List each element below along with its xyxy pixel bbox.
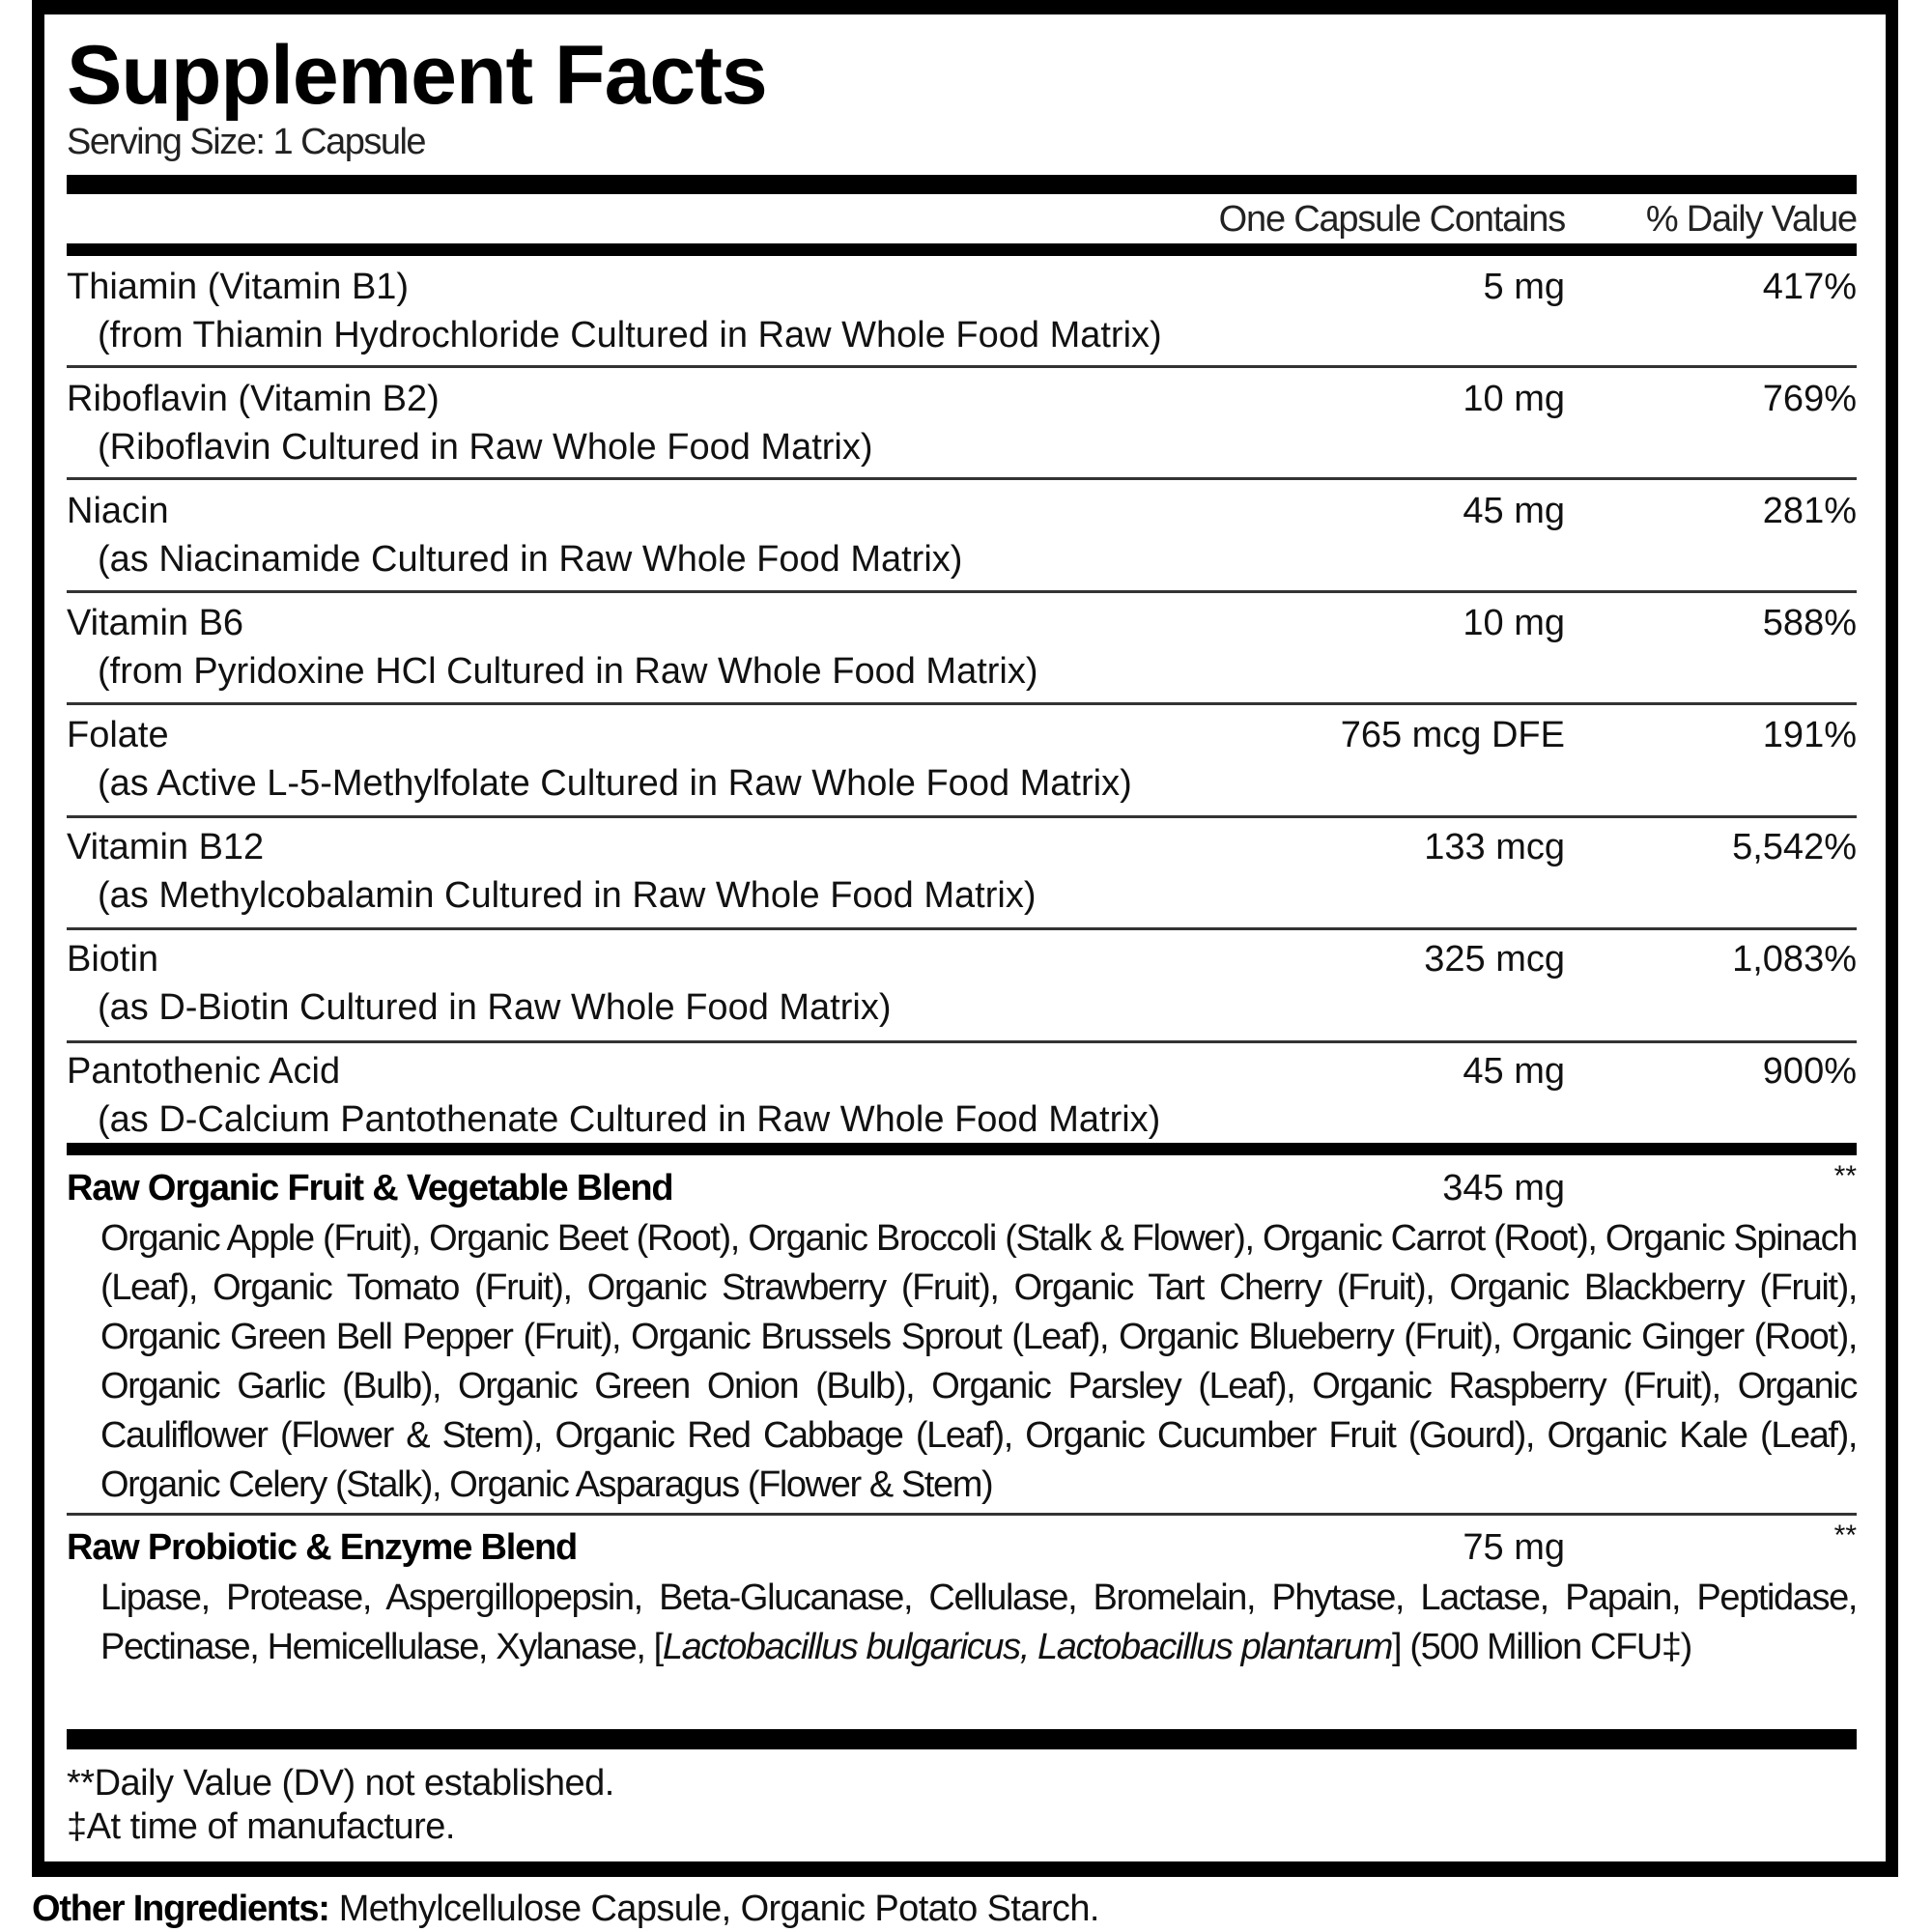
row-divider xyxy=(67,365,1857,368)
blend-amount: 345 mg xyxy=(1442,1168,1565,1208)
serving-size: Serving Size: 1 Capsule xyxy=(67,122,426,162)
nutrient-daily-value: 1,083% xyxy=(1732,939,1857,980)
other-ingredients-label: Other Ingredients: xyxy=(32,1889,329,1929)
nutrient-amount: 10 mg xyxy=(1463,379,1565,419)
nutrient-source: (as Active L-5-Methylfolate Cultured in Raw Whole Food Matrix) xyxy=(98,763,1132,804)
nutrient-daily-value: 5,542% xyxy=(1732,827,1857,867)
blend-probiotic-enzyme xyxy=(67,1520,1857,1722)
nutrient-name: Vitamin B6 xyxy=(67,603,244,643)
blend-ingredients xyxy=(100,1574,1857,1672)
nutrient-daily-value: 588% xyxy=(1762,603,1857,643)
nutrient-daily-value: 900% xyxy=(1762,1051,1857,1092)
nutrient-daily-value: 417% xyxy=(1762,267,1857,307)
row-divider xyxy=(67,590,1857,593)
blend-daily-value: ** xyxy=(1833,1160,1857,1192)
column-header-amount: One Capsule Contains xyxy=(1218,199,1565,240)
nutrient-name: Biotin xyxy=(67,939,159,980)
blend-fruit-vegetable xyxy=(67,1160,1857,1508)
nutrient-name: Folate xyxy=(67,715,169,755)
nutrient-source: (Riboflavin Cultured in Raw Whole Food Matrix) xyxy=(98,427,873,468)
nutrient-row-thiamin xyxy=(67,264,1857,360)
nutrient-amount: 5 mg xyxy=(1483,267,1565,307)
blend-name: Raw Organic Fruit & Vegetable Blend xyxy=(67,1168,673,1208)
nutrient-name: Riboflavin (Vitamin B2) xyxy=(67,379,440,419)
nutrient-name: Vitamin B12 xyxy=(67,827,265,867)
nutrient-amount: 133 mcg xyxy=(1424,827,1565,867)
panel-title: Supplement Facts xyxy=(67,29,767,122)
nutrient-amount: 325 mcg xyxy=(1424,939,1565,980)
thick-rule-blends xyxy=(67,1143,1857,1155)
nutrient-row-riboflavin xyxy=(67,376,1857,472)
thick-rule-header xyxy=(67,243,1857,256)
nutrient-source: (as D-Biotin Cultured in Raw Whole Food Matrix) xyxy=(98,987,892,1028)
nutrient-name: Thiamin (Vitamin B1) xyxy=(67,267,410,307)
enzyme-list: Lipase, Protease, Aspergillopepsin, Beta-Glucanase, Cellulase, Bromelain, Phytase, Lactase, Papain, Peptidase, Pectinase, Hemicellulase, Xylanase, [ xyxy=(100,1577,1857,1667)
thick-rule-top xyxy=(67,175,1857,194)
nutrient-name: Niacin xyxy=(67,491,169,531)
nutrient-daily-value: 191% xyxy=(1762,715,1857,755)
other-ingredients xyxy=(32,1886,1099,1932)
row-divider xyxy=(67,1513,1857,1516)
nutrient-amount: 765 mcg DFE xyxy=(1340,715,1565,755)
nutrient-row-vitamin-b6 xyxy=(67,600,1857,696)
footnote-time-of-manufacture: ‡At time of manufacture. xyxy=(67,1806,455,1847)
nutrient-amount: 45 mg xyxy=(1463,1051,1565,1092)
nutrient-source: (from Pyridoxine HCl Cultured in Raw Whole Food Matrix) xyxy=(98,651,1038,692)
nutrient-source: (as Methylcobalamin Cultured in Raw Whole Food Matrix) xyxy=(98,875,1037,916)
nutrient-name: Pantothenic Acid xyxy=(67,1051,341,1092)
blend-daily-value: ** xyxy=(1833,1520,1857,1551)
nutrient-row-vitamin-b12 xyxy=(67,824,1857,921)
nutrient-row-pantothenic-acid xyxy=(67,1048,1857,1145)
cfu-count: ] (500 Million CFU‡) xyxy=(1392,1627,1691,1667)
probiotic-strains: Lactobacillus bulgaricus, Lactobacillus plantarum xyxy=(662,1627,1393,1667)
nutrient-source: (as Niacinamide Cultured in Raw Whole Food Matrix) xyxy=(98,539,963,580)
row-divider xyxy=(67,1040,1857,1043)
row-divider xyxy=(67,815,1857,818)
nutrient-row-folate xyxy=(67,712,1857,809)
row-divider xyxy=(67,927,1857,930)
blend-name: Raw Probiotic & Enzyme Blend xyxy=(67,1527,578,1568)
nutrient-amount: 45 mg xyxy=(1463,491,1565,531)
blend-amount: 75 mg xyxy=(1463,1527,1565,1568)
blend-ingredients: Organic Apple (Fruit), Organic Beet (Root), Organic Broccoli (Stalk & Flower), Organic Carrot (Root), Organic Spinach (Leaf), Organic Tomato (Fruit), Organic Strawberry (Fruit), Organic Tart Cherry (Fruit), Organic Blackberry (Fruit), Organic Green Bell Pepper (Fruit), Organic Brussels Sprout (Leaf), Organic Blueberry (Fruit), Organic Ginger (Root), Organic Garlic (Bulb), Organic Green Onion (Bulb), Organic Parsley (Leaf), Organic Raspberry (Fruit), Organic Cauliflower (Flower & Stem), Organic Red Cabbage (Leaf), Organic Cucumber Fruit (Gourd), Organic Kale (Leaf), Organic Celery (Stalk), Organic Asparagus (Flower & Stem) xyxy=(100,1218,1857,1505)
nutrient-row-biotin xyxy=(67,936,1857,1033)
row-divider xyxy=(67,477,1857,480)
row-divider xyxy=(67,702,1857,705)
nutrient-daily-value: 769% xyxy=(1762,379,1857,419)
nutrient-source: (as D-Calcium Pantothenate Cultured in Raw Whole Food Matrix) xyxy=(98,1099,1161,1140)
nutrient-amount: 10 mg xyxy=(1463,603,1565,643)
column-header-daily-value: % Daily Value xyxy=(1645,199,1857,240)
nutrient-row-niacin xyxy=(67,488,1857,584)
footnote-dv-not-established: **Daily Value (DV) not established. xyxy=(67,1763,614,1804)
nutrient-daily-value: 281% xyxy=(1762,491,1857,531)
thick-rule-bottom xyxy=(67,1729,1857,1749)
nutrient-source: (from Thiamin Hydrochloride Cultured in Raw Whole Food Matrix) xyxy=(98,315,1162,355)
other-ingredients-value: Methylcellulose Capsule, Organic Potato Starch. xyxy=(328,1889,1099,1929)
